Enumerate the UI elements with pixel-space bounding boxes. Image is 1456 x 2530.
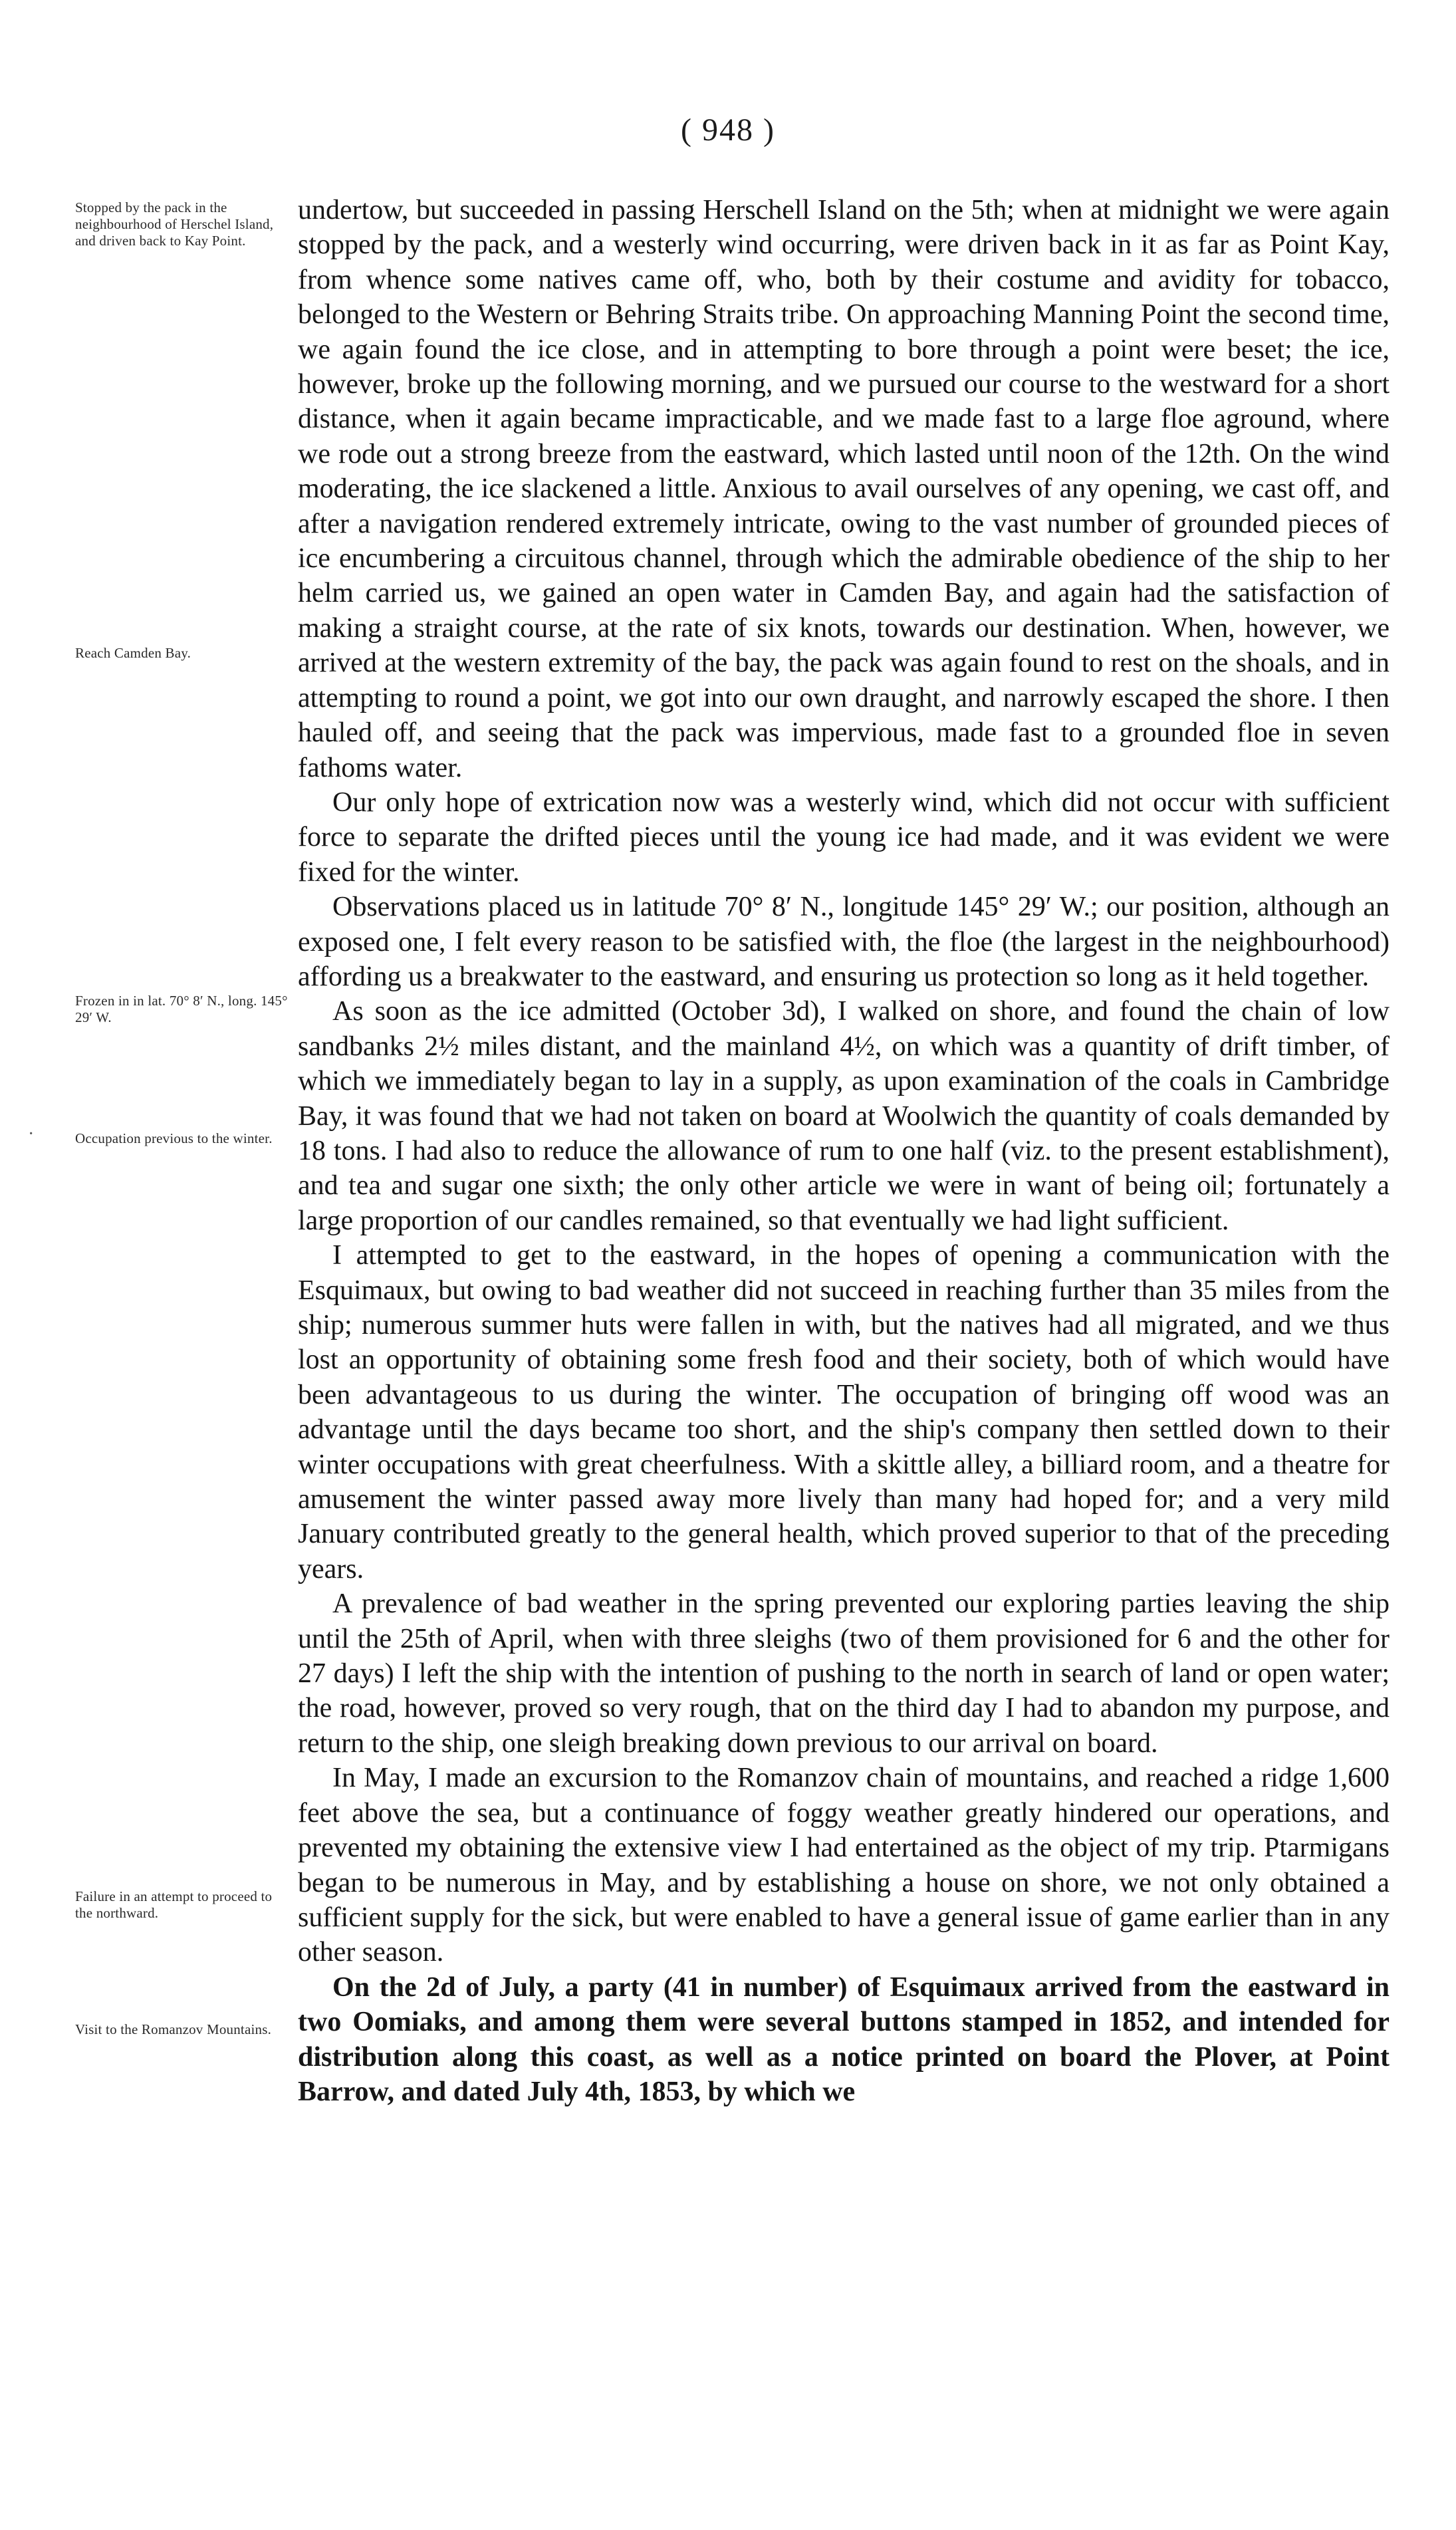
- sidenote-frozen-in: Frozen in in lat. 70° 8′ N., long. 145° 29′ W.: [75, 993, 288, 1025]
- sidenote-reach-camden-bay: Reach Camden Bay.: [75, 645, 191, 661]
- page-number: ( 948 ): [681, 112, 775, 148]
- paragraph-7: In May, I made an excursion to the Romanzov chain of mountains, and reached a ridge 1,600 feet above the sea, but a continuance of foggy weather greatly hindered our operations, and prevented my obtaining the extensive view I had entertained as the object of my trip. Ptarmigans began to be numerous in May, and by establishing a house on shore, we not only obtained a sufficient supply for the sick, but were enabled to have a general issue of game earlier than in any other season.: [298, 1763, 1390, 1968]
- paragraph-6: A prevalence of bad weather in the spring prevented our exploring parties leaving the ship until the 25th of April, when with three sleighs (two of them provisioned for 6 and the other for 27 days) I left the ship with the intention of pushing to the north in search of land or open water; the road, however, proved so very rough, that on the third day I had to abandon my purpose, and return to the ship, one sleigh breaking down previous to our arrival on board.: [298, 1588, 1390, 1759]
- main-text: [298, 193, 1390, 2109]
- sidenote-failure-northward: Failure in an attempt to proceed to the northward.: [75, 1888, 273, 1921]
- paragraph-8: On the 2d of July, a party (41 in number) of Esquimaux arrived from the eastward in two Oomiaks, and among them were several buttons stamped in 1852, and intended for distribution along this coast, as well as a notice printed on board the Plover, at Point Barrow, and dated July 4th, 1853, by which we: [298, 1971, 1390, 2107]
- margin-mark: ·: [28, 1124, 35, 1144]
- paragraph-1: undertow, but succeeded in passing Herschell Island on the 5th; when at midnight we were again stopped by the pack, and a westerly wind occurring, were driven back in it as far as Point Kay, from whence some natives came off, who, both by their costume and avidity for tobacco, belonged to the Western or Behring Straits tribe. On approaching Manning Point the second time, we again found the ice close, and in attempting to bore through a point were beset; the ice, however, broke up the following morning, and we pursued our course to the westward for a short distance, when it again became impracticable, and we made fast to a large floe aground, where we rode out a strong breeze from the eastward, which lasted until noon of the 12th. On the wind moderating, the ice slackened a little. Anxious to avail ourselves of any opening, we cast off, and after a navigation rendered extremely intricate, owing to the vast number of grounded pieces of ice encumbering a circuitous channel, through which the admirable obedience of the ship to her helm carried us, we gained an open water in Camden Bay, and again had the satisfaction of making a straight course, at the rate of six knots, towards our destination. When, however, we arrived at the western extremity of the bay, the pack was again found to rest on the shoals, and in attempting to round a point, we got into our own draught, and narrowly escaped the shore. I then hauled off, and seeing that the pack was impervious, made fast to a grounded floe in seven fathoms water.: [298, 195, 1390, 783]
- paragraph-3: Observations placed us in latitude 70° 8′ N., longitude 145° 29′ W.; our position, although an exposed one, I felt every reason to be satisfied with, the floe (the largest in the neighbourhood) affording us a breakwater to the eastward, and ensuring us protection so long as it held together.: [298, 892, 1390, 992]
- sidenote-stopped-by-pack: Stopped by the pack in the neighbourhood of Herschel Island, and driven back to Kay Point.: [75, 199, 274, 249]
- paragraph-2: Our only hope of extrication now was a westerly wind, which did not occur with sufficient force to separate the drifted pieces until the young ice had made, and it was evident we were fixed for the winter.: [298, 787, 1390, 888]
- paragraph-5: I attempted to get to the eastward, in the hopes of opening a communication with the Esquimaux, but owing to bad weather did not succeed in reaching further than 35 miles from the ship; numerous summer huts were fallen in with, but the natives had all migrated, and we thus lost an opportunity of obtaining some fresh food and their society, both of which would have been advantageous to us during the winter. The occupation of bringing off wood was an advantage until the days became too short, and the ship's company then settled down to their winter occupations with great cheerfulness. With a skittle alley, a billiard room, and a theatre for amusement the winter passed away more lively than many had hoped for; and a very mild January contributed greatly to the general health, which proved superior to that of the preceding years.: [298, 1240, 1390, 1584]
- sidenote-occupation-previous-to-winter: Occupation previous to the winter.: [75, 1130, 273, 1146]
- sidenote-visit-romanzov: Visit to the Romanzov Mountains.: [75, 2021, 272, 2037]
- paragraph-4: As soon as the ice admitted (October 3d), I walked on shore, and found the chain of low sandbanks 2½ miles distant, and the mainland 4½, on which was a quantity of drift timber, of which we immediately began to lay in a supply, as upon examination of the coals in Cambridge Bay, it was found that we had not taken on board at Woolwich the quantity of coals demanded by 18 tons. I had also to reduce the allowance of rum to one half (viz. to the present establishment), and tea and sugar one sixth; the only other article we were in want of being oil; fortunately a large proportion of our candles remained, so that eventually we had light sufficient.: [298, 996, 1390, 1236]
